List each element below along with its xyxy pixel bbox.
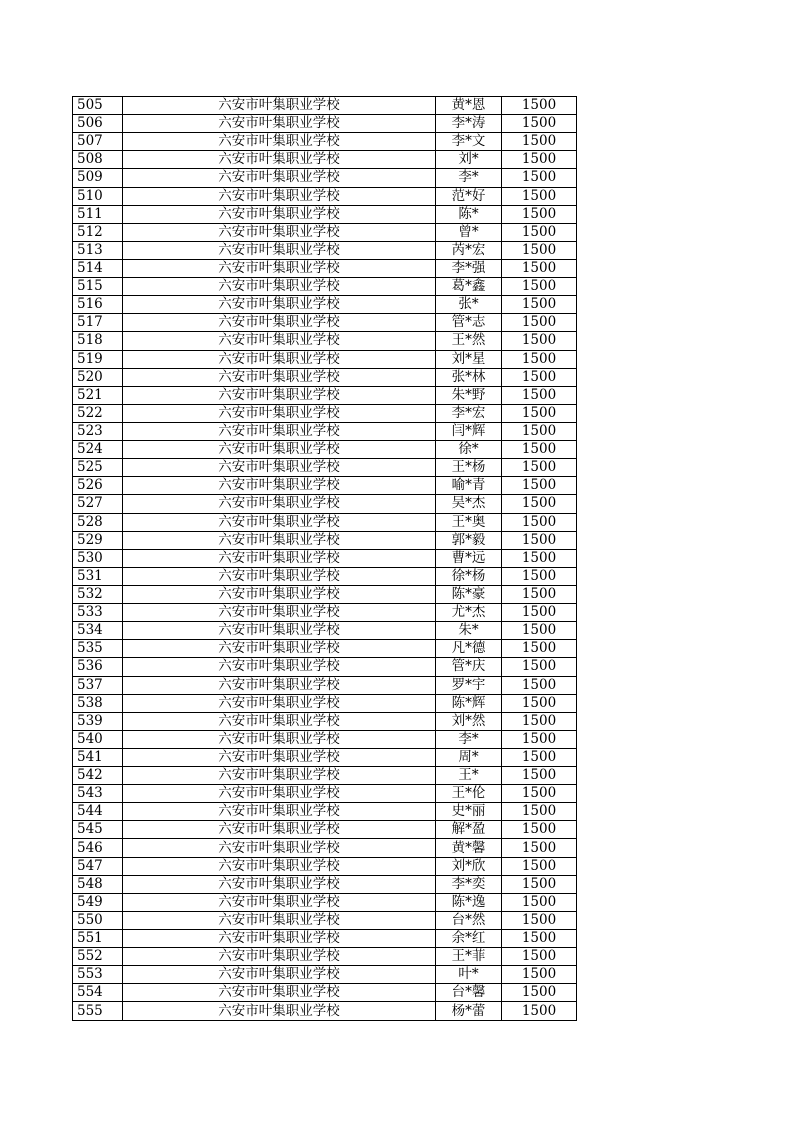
student-name-cell: 刘*欣 (436, 857, 502, 875)
table-row (73, 767, 577, 785)
amount-cell: 1500 (502, 531, 577, 549)
row-index-cell: 523 (73, 422, 123, 440)
table-row (73, 748, 577, 766)
school-name-cell: 六安市叶集职业学校 (123, 875, 436, 893)
student-name-cell: 凡*德 (436, 640, 502, 658)
student-name-cell: 李* (436, 730, 502, 748)
student-name-cell: 余*红 (436, 930, 502, 948)
row-index-cell: 529 (73, 531, 123, 549)
amount-cell: 1500 (502, 133, 577, 151)
row-index-cell: 526 (73, 477, 123, 495)
amount-cell: 1500 (502, 278, 577, 296)
table-row (73, 259, 577, 277)
school-name-cell: 六安市叶集职业学校 (123, 803, 436, 821)
row-index-cell: 537 (73, 676, 123, 694)
school-name-cell: 六安市叶集职业学校 (123, 712, 436, 730)
table-row (73, 151, 577, 169)
amount-cell: 1500 (502, 857, 577, 875)
table-row (73, 169, 577, 187)
amount-cell: 1500 (502, 422, 577, 440)
table-row (73, 459, 577, 477)
amount-cell: 1500 (502, 567, 577, 585)
table-row (73, 513, 577, 531)
amount-cell: 1500 (502, 984, 577, 1002)
school-name-cell: 六安市叶集职业学校 (123, 151, 436, 169)
student-name-cell: 史*丽 (436, 803, 502, 821)
school-name-cell: 六安市叶集职业学校 (123, 368, 436, 386)
school-name-cell: 六安市叶集职业学校 (123, 441, 436, 459)
table-row (73, 712, 577, 730)
student-name-cell: 李*强 (436, 259, 502, 277)
student-name-cell: 朱*野 (436, 386, 502, 404)
table-row (73, 821, 577, 839)
table-row (73, 404, 577, 422)
table-row (73, 97, 577, 115)
school-name-cell: 六安市叶集职业学校 (123, 513, 436, 531)
row-index-cell: 546 (73, 839, 123, 857)
table-row (73, 567, 577, 585)
row-index-cell: 521 (73, 386, 123, 404)
row-index-cell: 528 (73, 513, 123, 531)
school-name-cell: 六安市叶集职业学校 (123, 115, 436, 133)
table-row (73, 839, 577, 857)
amount-cell: 1500 (502, 875, 577, 893)
school-name-cell: 六安市叶集职业学校 (123, 332, 436, 350)
school-name-cell: 六安市叶集职业学校 (123, 622, 436, 640)
school-name-cell: 六安市叶集职业学校 (123, 839, 436, 857)
student-name-cell: 李*宏 (436, 404, 502, 422)
school-name-cell: 六安市叶集职业学校 (123, 676, 436, 694)
school-name-cell: 六安市叶集职业学校 (123, 187, 436, 205)
student-name-cell: 葛*鑫 (436, 278, 502, 296)
table-row (73, 477, 577, 495)
school-name-cell: 六安市叶集职业学校 (123, 984, 436, 1002)
table-row (73, 893, 577, 911)
amount-cell: 1500 (502, 314, 577, 332)
table-row (73, 911, 577, 929)
table-row (73, 585, 577, 603)
row-index-cell: 522 (73, 404, 123, 422)
school-name-cell: 六安市叶集职业学校 (123, 97, 436, 115)
row-index-cell: 552 (73, 948, 123, 966)
student-name-cell: 杨*蕾 (436, 1002, 502, 1020)
school-name-cell: 六安市叶集职业学校 (123, 640, 436, 658)
school-name-cell: 六安市叶集职业学校 (123, 730, 436, 748)
table-row (73, 694, 577, 712)
amount-cell: 1500 (502, 459, 577, 477)
amount-cell: 1500 (502, 441, 577, 459)
table-row (73, 658, 577, 676)
amount-cell: 1500 (502, 1002, 577, 1020)
student-name-cell: 曾* (436, 223, 502, 241)
student-name-cell: 闫*辉 (436, 422, 502, 440)
student-name-cell: 王*杨 (436, 459, 502, 477)
row-index-cell: 536 (73, 658, 123, 676)
table-row (73, 676, 577, 694)
school-name-cell: 六安市叶集职业学校 (123, 350, 436, 368)
row-index-cell: 513 (73, 241, 123, 259)
row-index-cell: 517 (73, 314, 123, 332)
row-index-cell: 544 (73, 803, 123, 821)
school-name-cell: 六安市叶集职业学校 (123, 223, 436, 241)
school-name-cell: 六安市叶集职业学校 (123, 694, 436, 712)
school-name-cell: 六安市叶集职业学校 (123, 785, 436, 803)
amount-cell: 1500 (502, 893, 577, 911)
row-index-cell: 519 (73, 350, 123, 368)
school-name-cell: 六安市叶集职业学校 (123, 966, 436, 984)
amount-cell: 1500 (502, 205, 577, 223)
table-row (73, 531, 577, 549)
row-index-cell: 506 (73, 115, 123, 133)
row-index-cell: 507 (73, 133, 123, 151)
school-name-cell: 六安市叶集职业学校 (123, 604, 436, 622)
table-row (73, 296, 577, 314)
table-row (73, 604, 577, 622)
student-name-cell: 李* (436, 169, 502, 187)
table-row (73, 622, 577, 640)
table-row (73, 332, 577, 350)
school-name-cell: 六安市叶集职业学校 (123, 748, 436, 766)
amount-cell: 1500 (502, 115, 577, 133)
table-row (73, 495, 577, 513)
row-index-cell: 511 (73, 205, 123, 223)
school-name-cell: 六安市叶集职业学校 (123, 567, 436, 585)
amount-cell: 1500 (502, 404, 577, 422)
row-index-cell: 547 (73, 857, 123, 875)
row-index-cell: 515 (73, 278, 123, 296)
school-name-cell: 六安市叶集职业学校 (123, 241, 436, 259)
school-name-cell: 六安市叶集职业学校 (123, 911, 436, 929)
amount-cell: 1500 (502, 821, 577, 839)
student-name-cell: 徐*杨 (436, 567, 502, 585)
table-row (73, 875, 577, 893)
amount-cell: 1500 (502, 966, 577, 984)
school-name-cell: 六安市叶集职业学校 (123, 930, 436, 948)
amount-cell: 1500 (502, 151, 577, 169)
school-name-cell: 六安市叶集职业学校 (123, 893, 436, 911)
amount-cell: 1500 (502, 332, 577, 350)
school-name-cell: 六安市叶集职业学校 (123, 549, 436, 567)
school-name-cell: 六安市叶集职业学校 (123, 1002, 436, 1020)
table-row (73, 549, 577, 567)
student-name-cell: 叶* (436, 966, 502, 984)
school-name-cell: 六安市叶集职业学校 (123, 821, 436, 839)
row-index-cell: 551 (73, 930, 123, 948)
school-name-cell: 六安市叶集职业学校 (123, 767, 436, 785)
amount-cell: 1500 (502, 622, 577, 640)
row-index-cell: 505 (73, 97, 123, 115)
student-name-cell: 台*然 (436, 911, 502, 929)
student-name-cell: 管*庆 (436, 658, 502, 676)
amount-cell: 1500 (502, 694, 577, 712)
table-row (73, 187, 577, 205)
row-index-cell: 541 (73, 748, 123, 766)
table-row (73, 350, 577, 368)
amount-cell: 1500 (502, 368, 577, 386)
amount-cell: 1500 (502, 911, 577, 929)
table-row (73, 314, 577, 332)
school-name-cell: 六安市叶集职业学校 (123, 259, 436, 277)
row-index-cell: 548 (73, 875, 123, 893)
school-name-cell: 六安市叶集职业学校 (123, 857, 436, 875)
table-row (73, 948, 577, 966)
student-name-cell: 王* (436, 767, 502, 785)
school-name-cell: 六安市叶集职业学校 (123, 585, 436, 603)
amount-cell: 1500 (502, 169, 577, 187)
row-index-cell: 554 (73, 984, 123, 1002)
student-name-cell: 李*文 (436, 133, 502, 151)
row-index-cell: 549 (73, 893, 123, 911)
table-row (73, 857, 577, 875)
recipient-table-body (73, 97, 577, 1021)
table-row (73, 422, 577, 440)
student-name-cell: 王*菲 (436, 948, 502, 966)
student-name-cell: 刘*星 (436, 350, 502, 368)
table-row (73, 368, 577, 386)
amount-cell: 1500 (502, 97, 577, 115)
amount-cell: 1500 (502, 712, 577, 730)
table-row (73, 984, 577, 1002)
student-name-cell: 郭*毅 (436, 531, 502, 549)
table-row (73, 930, 577, 948)
student-name-cell: 刘* (436, 151, 502, 169)
row-index-cell: 535 (73, 640, 123, 658)
row-index-cell: 512 (73, 223, 123, 241)
row-index-cell: 534 (73, 622, 123, 640)
student-name-cell: 李*涛 (436, 115, 502, 133)
amount-cell: 1500 (502, 730, 577, 748)
student-name-cell: 台*馨 (436, 984, 502, 1002)
row-index-cell: 509 (73, 169, 123, 187)
amount-cell: 1500 (502, 658, 577, 676)
row-index-cell: 518 (73, 332, 123, 350)
row-index-cell: 543 (73, 785, 123, 803)
student-name-cell: 陈*豪 (436, 585, 502, 603)
row-index-cell: 550 (73, 911, 123, 929)
student-name-cell: 陈*辉 (436, 694, 502, 712)
student-name-cell: 喻*青 (436, 477, 502, 495)
row-index-cell: 508 (73, 151, 123, 169)
amount-cell: 1500 (502, 676, 577, 694)
row-index-cell: 540 (73, 730, 123, 748)
student-name-cell: 黄*馨 (436, 839, 502, 857)
student-name-cell: 吴*杰 (436, 495, 502, 513)
amount-cell: 1500 (502, 386, 577, 404)
table-row (73, 386, 577, 404)
table-row (73, 441, 577, 459)
row-index-cell: 555 (73, 1002, 123, 1020)
amount-cell: 1500 (502, 585, 577, 603)
table-row (73, 730, 577, 748)
table-row (73, 115, 577, 133)
row-index-cell: 542 (73, 767, 123, 785)
school-name-cell: 六安市叶集职业学校 (123, 386, 436, 404)
school-name-cell: 六安市叶集职业学校 (123, 658, 436, 676)
row-index-cell: 527 (73, 495, 123, 513)
row-index-cell: 538 (73, 694, 123, 712)
student-name-cell: 管*志 (436, 314, 502, 332)
amount-cell: 1500 (502, 477, 577, 495)
row-index-cell: 514 (73, 259, 123, 277)
student-name-cell: 陈* (436, 205, 502, 223)
row-index-cell: 520 (73, 368, 123, 386)
row-index-cell: 545 (73, 821, 123, 839)
school-name-cell: 六安市叶集职业学校 (123, 404, 436, 422)
amount-cell: 1500 (502, 350, 577, 368)
amount-cell: 1500 (502, 187, 577, 205)
student-name-cell: 刘*然 (436, 712, 502, 730)
school-name-cell: 六安市叶集职业学校 (123, 948, 436, 966)
row-index-cell: 510 (73, 187, 123, 205)
school-name-cell: 六安市叶集职业学校 (123, 531, 436, 549)
amount-cell: 1500 (502, 223, 577, 241)
row-index-cell: 533 (73, 604, 123, 622)
school-name-cell: 六安市叶集职业学校 (123, 296, 436, 314)
amount-cell: 1500 (502, 785, 577, 803)
student-name-cell: 朱* (436, 622, 502, 640)
student-name-cell: 黄*恩 (436, 97, 502, 115)
student-name-cell: 王*然 (436, 332, 502, 350)
row-index-cell: 532 (73, 585, 123, 603)
table-row (73, 640, 577, 658)
amount-cell: 1500 (502, 640, 577, 658)
school-name-cell: 六安市叶集职业学校 (123, 278, 436, 296)
student-name-cell: 周* (436, 748, 502, 766)
table-row (73, 241, 577, 259)
table-row (73, 966, 577, 984)
school-name-cell: 六安市叶集职业学校 (123, 477, 436, 495)
student-name-cell: 罗*宇 (436, 676, 502, 694)
row-index-cell: 539 (73, 712, 123, 730)
row-index-cell: 525 (73, 459, 123, 477)
student-name-cell: 张*林 (436, 368, 502, 386)
student-name-cell: 李*奕 (436, 875, 502, 893)
school-name-cell: 六安市叶集职业学校 (123, 133, 436, 151)
amount-cell: 1500 (502, 513, 577, 531)
row-index-cell: 531 (73, 567, 123, 585)
amount-cell: 1500 (502, 604, 577, 622)
amount-cell: 1500 (502, 241, 577, 259)
table-row (73, 278, 577, 296)
school-name-cell: 六安市叶集职业学校 (123, 205, 436, 223)
table-row (73, 1002, 577, 1020)
amount-cell: 1500 (502, 948, 577, 966)
student-name-cell: 尤*杰 (436, 604, 502, 622)
school-name-cell: 六安市叶集职业学校 (123, 314, 436, 332)
student-name-cell: 张* (436, 296, 502, 314)
amount-cell: 1500 (502, 930, 577, 948)
amount-cell: 1500 (502, 296, 577, 314)
student-name-cell: 芮*宏 (436, 241, 502, 259)
student-name-cell: 范*好 (436, 187, 502, 205)
student-name-cell: 徐* (436, 441, 502, 459)
amount-cell: 1500 (502, 839, 577, 857)
student-name-cell: 陈*逸 (436, 893, 502, 911)
school-name-cell: 六安市叶集职业学校 (123, 422, 436, 440)
table-row (73, 785, 577, 803)
amount-cell: 1500 (502, 259, 577, 277)
amount-cell: 1500 (502, 495, 577, 513)
amount-cell: 1500 (502, 803, 577, 821)
school-name-cell: 六安市叶集职业学校 (123, 169, 436, 187)
table-row (73, 133, 577, 151)
row-index-cell: 530 (73, 549, 123, 567)
school-name-cell: 六安市叶集职业学校 (123, 459, 436, 477)
amount-cell: 1500 (502, 767, 577, 785)
school-name-cell: 六安市叶集职业学校 (123, 495, 436, 513)
row-index-cell: 524 (73, 441, 123, 459)
table-row (73, 205, 577, 223)
amount-cell: 1500 (502, 748, 577, 766)
table-row (73, 803, 577, 821)
student-name-cell: 王*伦 (436, 785, 502, 803)
row-index-cell: 553 (73, 966, 123, 984)
recipient-table (72, 96, 577, 1021)
student-name-cell: 曹*远 (436, 549, 502, 567)
amount-cell: 1500 (502, 549, 577, 567)
table-row (73, 223, 577, 241)
student-name-cell: 王*奥 (436, 513, 502, 531)
row-index-cell: 516 (73, 296, 123, 314)
student-name-cell: 解*盈 (436, 821, 502, 839)
